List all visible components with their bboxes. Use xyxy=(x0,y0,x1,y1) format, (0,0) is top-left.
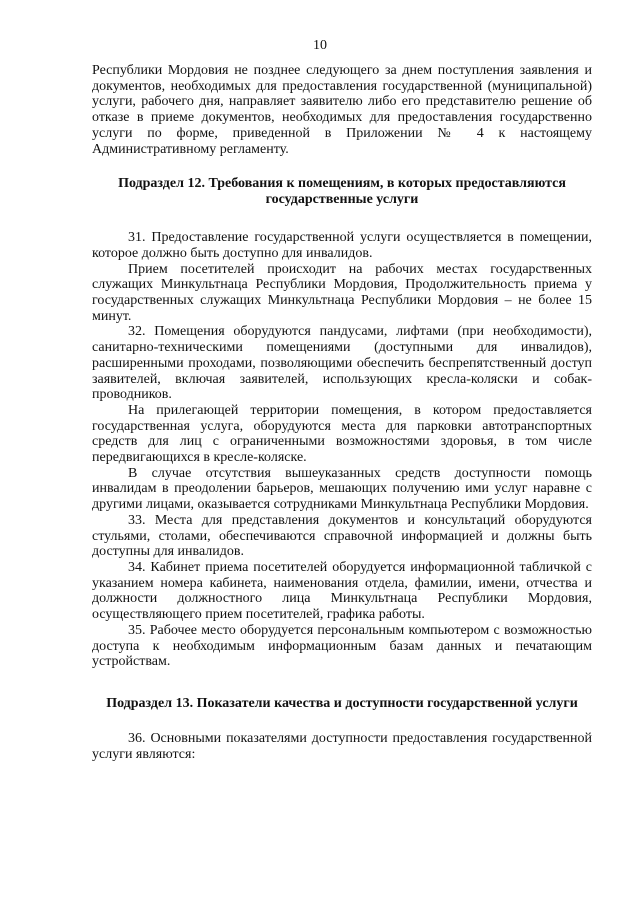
paragraph-35: 35. Рабочее место оборудуется персональным компьютером с возможностью доступа к необходимым информационным базам данных и печатающим устройствам. xyxy=(92,622,592,670)
paragraph-31-continued: Прием посетителей происходит на рабочих местах государственных служащих Минкультнаца Республики Мордовия, Продолжительность приема у государственных служащих Минкультнаца Республики Мордовия – не более 15 минут. xyxy=(92,261,592,324)
paragraph-32-assistance: В случае отсутствия вышеуказанных средств доступности помощь инвалидам в преодолении барьеров, мешающих получению ими услуг наравне с другими лицами, оказывается сотрудниками Минкультнаца Республики Мордовия. xyxy=(92,465,592,513)
paragraph-36: 36. Основными показателями доступности предоставления государственной услуги являются: xyxy=(92,730,592,762)
paragraph-32: 32. Помещения оборудуются пандусами, лифтами (при необходимости), санитарно-техническими помещениями (доступными для инвалидов), расширенными проходами, позволяющими обеспечить беспрепятственный доступ заявителей, включая заявителей, использующих кресла-коляски и собак-проводников. xyxy=(92,324,592,403)
document-body xyxy=(92,63,592,762)
paragraph-continuation: Республики Мордовия не позднее следующего за днем поступления заявления и документов, необходимых для предоставления государственной (муниципальной) услуги, рабочего дня, направляет заявителю либо его представителю решение об отказе в приеме документов, необходимых для предоставления государственно услуги по форме, приведенной в Приложении № 4 к настоящему Административному регламенту. xyxy=(92,63,592,157)
paragraph-33: 33. Места для представления документов и консультаций оборудуются стульями, столами, обеспечиваются справочной информацией и должны быть доступны для инвалидов. xyxy=(92,512,592,560)
subsection-12-heading: Подраздел 12. Требования к помещениям, в которых предоставляются государственные услуги xyxy=(118,176,566,208)
page-number: 10 xyxy=(313,38,327,53)
paragraph-31: 31. Предоставление государственной услуги осуществляется в помещении, которое должно быть доступно для инвалидов. xyxy=(92,230,592,261)
paragraph-34: 34. Кабинет приема посетителей оборудуется информационной табличкой с указанием номера кабинета, наименования отдела, фамилии, имени, отчества и должности должностного лица Минкультнаца Республики Мордовия, осуществляющего прием посетителей, графика работы. xyxy=(92,559,592,623)
subsection-13-heading: Подраздел 13. Показатели качества и доступности государственной услуги xyxy=(106,695,578,711)
paragraph-32-parking: На прилегающей территории помещения, в котором предоставляется государственная услуга, оборудуются места для парковки автотранспортных средств для лиц с ограниченными возможностями здоровья, в том числе передвигающихся в кресле-коляске. xyxy=(92,402,592,466)
